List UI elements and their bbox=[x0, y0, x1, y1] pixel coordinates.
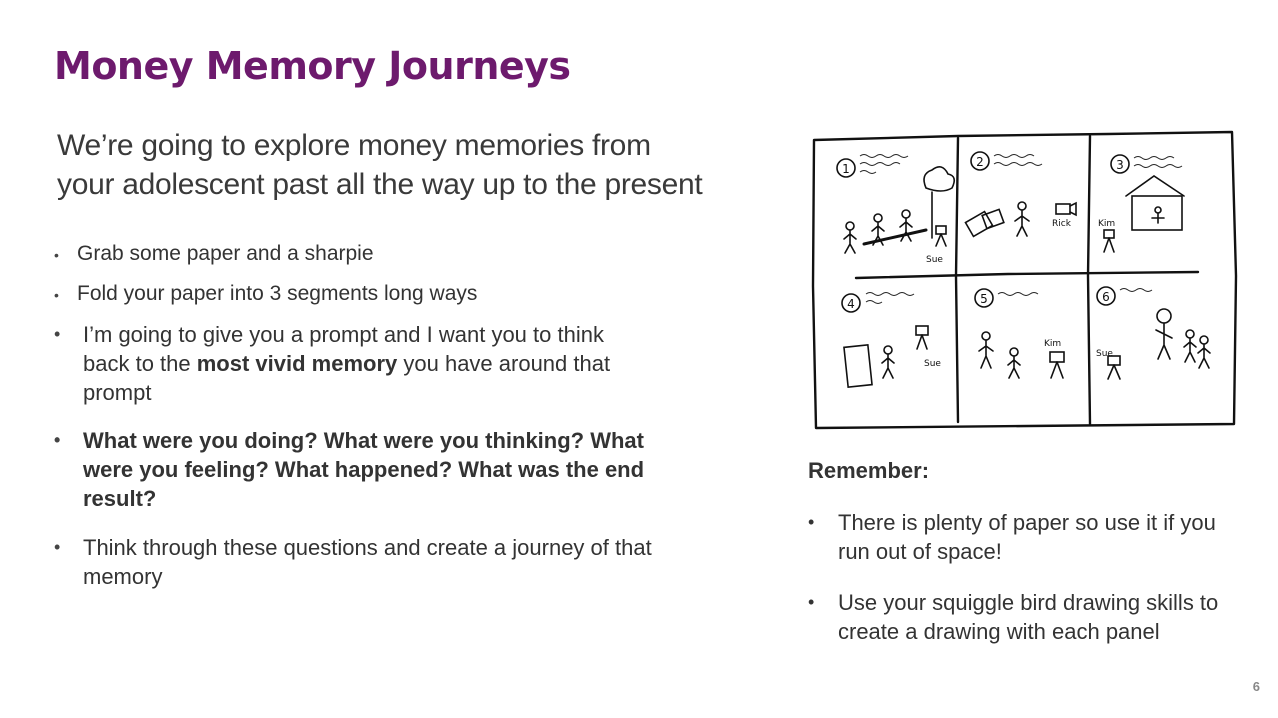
panel-number: 4 bbox=[847, 297, 855, 311]
page-number: 6 bbox=[1252, 679, 1260, 694]
list-item-text: Fold your paper into 3 segments long ways bbox=[77, 282, 478, 305]
bullet-icon: • bbox=[54, 247, 59, 263]
list-item-text: What were you doing? What were you thinking? What were you feeling? What happened? What was the end result? bbox=[83, 428, 645, 511]
sketch-label: Sue bbox=[924, 359, 941, 369]
sketch-divider bbox=[1088, 136, 1090, 424]
bullet-icon: • bbox=[54, 430, 61, 450]
list-item bbox=[54, 320, 654, 407]
list-item-text: Use your squiggle bird drawing skills to create a drawing with each panel bbox=[838, 590, 1219, 644]
list-item bbox=[54, 280, 654, 308]
panel-number: 1 bbox=[842, 162, 850, 176]
list-item bbox=[54, 533, 654, 591]
bullet-icon: • bbox=[54, 537, 61, 557]
sketch-label: Rick bbox=[1052, 219, 1071, 229]
list-item-text: There is plenty of paper so use it if you run out of space! bbox=[838, 510, 1216, 564]
panel-number: 2 bbox=[976, 155, 984, 169]
list-item bbox=[54, 426, 654, 513]
remember-heading: Remember: bbox=[808, 458, 930, 483]
list-text-emphasis: most vivid memory bbox=[196, 351, 398, 376]
list-item bbox=[54, 240, 654, 268]
instruction-list bbox=[54, 240, 654, 591]
list-item-text: Grab some paper and a sharpie bbox=[77, 242, 374, 265]
panel-number: 3 bbox=[1116, 158, 1124, 172]
storyboard-sketch bbox=[808, 126, 1240, 432]
sketch-label: Kim bbox=[1098, 219, 1116, 229]
list-text-post: you have around that prompt bbox=[83, 351, 611, 405]
list-item-text: Think through these questions and create a journey of that memory bbox=[83, 535, 652, 589]
list-item-text bbox=[83, 322, 610, 405]
sketch-frame bbox=[813, 132, 1236, 428]
bullet-icon: • bbox=[808, 592, 815, 612]
bullet-icon: • bbox=[808, 512, 815, 532]
remember-list bbox=[808, 508, 1248, 668]
sketch-label: Kim bbox=[1044, 339, 1062, 349]
subtitle-line-1: We’re going to explore money memories from bbox=[57, 129, 651, 162]
sketch-label: Sue bbox=[1096, 349, 1113, 359]
slide-title: Money Memory Journeys bbox=[54, 44, 571, 88]
list-item bbox=[808, 508, 1248, 566]
panel-number: 6 bbox=[1102, 290, 1110, 304]
sketch-divider bbox=[856, 272, 1198, 278]
sketch-divider bbox=[956, 138, 958, 422]
bullet-icon: • bbox=[54, 324, 61, 344]
bullet-icon: • bbox=[54, 287, 59, 303]
list-text-pre: I’m going to give you a prompt and I want you to think back to the bbox=[83, 322, 604, 376]
sketch-label: Sue bbox=[926, 255, 943, 265]
slide-subtitle bbox=[57, 126, 777, 204]
subtitle-line-2: your adolescent past all the way up to the present bbox=[57, 168, 703, 201]
list-item bbox=[808, 588, 1248, 646]
panel-number: 5 bbox=[980, 292, 988, 306]
